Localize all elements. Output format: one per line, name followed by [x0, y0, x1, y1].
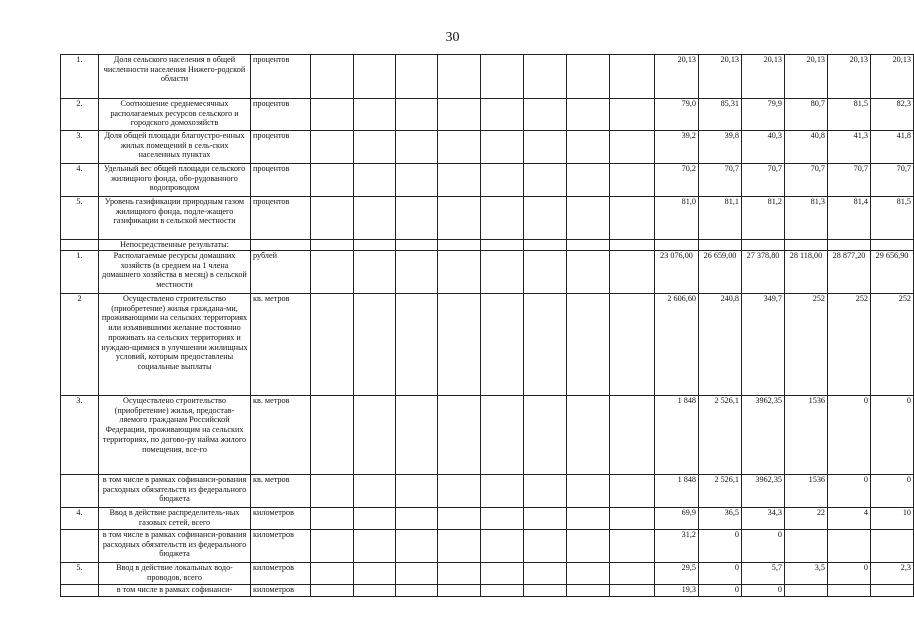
value-cell: 252: [828, 294, 871, 396]
empty-cell: [438, 197, 481, 240]
value-cell: 80,7: [785, 99, 828, 131]
value-cell: 1536: [785, 475, 828, 508]
value-cell: 29 656,90: [871, 251, 914, 294]
empty-cell: [610, 197, 655, 240]
value-cell: [785, 530, 828, 563]
empty-cell: [311, 99, 354, 131]
empty-cell: [481, 396, 524, 475]
indicator-name-cell: Соотношение среднемесячных располагаемых ресурсов сельского и городского домохозяйств: [99, 99, 251, 131]
empty-cell: [524, 475, 567, 508]
empty-cell: [567, 99, 610, 131]
empty-cell: [524, 240, 567, 251]
empty-cell: [610, 251, 655, 294]
value-cell: 3962,35: [742, 475, 785, 508]
empty-cell: [567, 475, 610, 508]
empty-cell: [354, 99, 396, 131]
value-cell: 81,1: [699, 197, 742, 240]
empty-cell: [354, 197, 396, 240]
row-number-cell: 5.: [61, 197, 99, 240]
value-cell: 20,13: [871, 55, 914, 99]
empty-cell: [610, 475, 655, 508]
empty-cell: [567, 563, 610, 585]
value-cell: 31,2: [655, 530, 699, 563]
empty-cell: [524, 197, 567, 240]
indicator-name-cell: Осуществлено строительство (приобретение) жилья, предостав-ляемого гражданам Российской Федерации, проживающим на сельских территориях, по догово-ру найма жилого помещения, все-го: [99, 396, 251, 475]
unit-cell: километров: [251, 563, 311, 585]
value-cell: 349,7: [742, 294, 785, 396]
value-cell: 22: [785, 508, 828, 530]
empty-cell: [438, 251, 481, 294]
indicator-name-cell: Ввод в действие локальных водо-проводов, всего: [99, 563, 251, 585]
page-number: 30: [445, 30, 460, 45]
indicator-table: [60, 54, 914, 597]
empty-cell: [610, 99, 655, 131]
row-number-cell: 4.: [61, 508, 99, 530]
table-row: [61, 508, 914, 530]
unit-cell: километров: [251, 508, 311, 530]
empty-cell: [610, 240, 655, 251]
value-cell: 20,13: [655, 55, 699, 99]
empty-cell: [481, 475, 524, 508]
table-row: [61, 240, 914, 251]
indicator-name-cell: в том числе в рамках софинанси-: [99, 585, 251, 597]
table-row: [61, 396, 914, 475]
empty-cell: [311, 131, 354, 164]
value-cell: 41,3: [828, 131, 871, 164]
empty-cell: [524, 164, 567, 197]
empty-cell: [438, 396, 481, 475]
value-cell: 1536: [785, 396, 828, 475]
empty-cell: [481, 197, 524, 240]
value-cell: 0: [828, 475, 871, 508]
table-row: [61, 475, 914, 508]
indicator-name-cell: Ввод в действие распределитель-ных газовых сетей, всего: [99, 508, 251, 530]
unit-cell: кв. метров: [251, 294, 311, 396]
empty-cell: [567, 396, 610, 475]
empty-cell: [567, 294, 610, 396]
value-cell: 40,3: [742, 131, 785, 164]
empty-cell: [354, 396, 396, 475]
table-row: [61, 530, 914, 563]
value-cell: 69,9: [655, 508, 699, 530]
empty-cell: [567, 240, 610, 251]
empty-cell: [311, 585, 354, 597]
value-cell: 81,5: [871, 197, 914, 240]
empty-cell: [354, 240, 396, 251]
value-cell: 82,3: [871, 99, 914, 131]
empty-cell: [438, 240, 481, 251]
empty-cell: [481, 99, 524, 131]
empty-cell: [396, 197, 438, 240]
empty-cell: [438, 294, 481, 396]
value-cell: 1 848: [655, 475, 699, 508]
value-cell: 81,0: [655, 197, 699, 240]
empty-cell: [438, 585, 481, 597]
empty-cell: [524, 396, 567, 475]
empty-cell: [610, 396, 655, 475]
empty-cell: [311, 240, 354, 251]
value-cell: [828, 530, 871, 563]
empty-cell: [438, 563, 481, 585]
value-cell: 2,3: [871, 563, 914, 585]
empty-cell: [311, 251, 354, 294]
value-cell: 0: [828, 563, 871, 585]
row-number-cell: [61, 240, 99, 251]
empty-cell: [311, 164, 354, 197]
empty-cell: [481, 164, 524, 197]
unit-cell: процентов: [251, 99, 311, 131]
empty-cell: [610, 131, 655, 164]
value-cell: 1 848: [655, 396, 699, 475]
unit-cell: километров: [251, 585, 311, 597]
value-cell: 20,13: [699, 55, 742, 99]
empty-cell: [354, 508, 396, 530]
empty-cell: [610, 294, 655, 396]
empty-cell: [438, 131, 481, 164]
empty-cell: [481, 530, 524, 563]
empty-cell: [396, 294, 438, 396]
value-cell: 0: [699, 530, 742, 563]
value-cell: [871, 585, 914, 597]
value-cell: 79,0: [655, 99, 699, 131]
empty-cell: [610, 55, 655, 99]
empty-cell: [567, 530, 610, 563]
unit-cell: [251, 240, 311, 251]
empty-cell: [524, 55, 567, 99]
indicator-name-cell: в том числе в рамках софинанси-рования расходных обязательств из федерального бюджета: [99, 530, 251, 563]
empty-cell: [438, 55, 481, 99]
empty-cell: [354, 585, 396, 597]
value-cell: 29,5: [655, 563, 699, 585]
unit-cell: процентов: [251, 197, 311, 240]
unit-cell: процентов: [251, 131, 311, 164]
empty-cell: [396, 585, 438, 597]
empty-cell: [567, 164, 610, 197]
row-number-cell: [61, 475, 99, 508]
value-cell: 20,13: [828, 55, 871, 99]
empty-cell: [567, 251, 610, 294]
empty-cell: [396, 475, 438, 508]
unit-cell: километров: [251, 530, 311, 563]
empty-cell: [610, 164, 655, 197]
indicator-name-cell: Уровень газификации природным газом жилищного фонда, подле-жащего газификации в сельской местности: [99, 197, 251, 240]
value-cell: 79,9: [742, 99, 785, 131]
empty-cell: [354, 131, 396, 164]
empty-cell: [524, 563, 567, 585]
empty-cell: [396, 131, 438, 164]
value-cell: 70,2: [655, 164, 699, 197]
empty-cell: [481, 508, 524, 530]
empty-cell: [610, 508, 655, 530]
value-cell: 5,7: [742, 563, 785, 585]
indicator-name-cell: Доля сельского населения в общей численности населения Нижего-родской области: [99, 55, 251, 99]
value-cell: 0: [742, 530, 785, 563]
value-cell: [785, 240, 828, 251]
empty-cell: [524, 99, 567, 131]
table-row: [61, 585, 914, 597]
value-cell: 28 118,00: [785, 251, 828, 294]
table-row: [61, 131, 914, 164]
value-cell: 70,7: [871, 164, 914, 197]
row-number-cell: 1.: [61, 251, 99, 294]
empty-cell: [567, 585, 610, 597]
empty-cell: [354, 251, 396, 294]
value-cell: [655, 240, 699, 251]
value-cell: 26 659,00: [699, 251, 742, 294]
value-cell: 0: [699, 585, 742, 597]
empty-cell: [524, 294, 567, 396]
value-cell: 10: [871, 508, 914, 530]
empty-cell: [481, 240, 524, 251]
value-cell: 2 526,1: [699, 475, 742, 508]
indicator-name-cell: Располагаемые ресурсы домашних хозяйств (в среднем на 1 члена домашнего хозяйства в месяц) в сельской местности: [99, 251, 251, 294]
empty-cell: [438, 508, 481, 530]
empty-cell: [524, 508, 567, 530]
empty-cell: [567, 131, 610, 164]
value-cell: [699, 240, 742, 251]
value-cell: 252: [785, 294, 828, 396]
empty-cell: [524, 530, 567, 563]
value-cell: 81,4: [828, 197, 871, 240]
value-cell: 81,3: [785, 197, 828, 240]
value-cell: 40,8: [785, 131, 828, 164]
empty-cell: [354, 530, 396, 563]
value-cell: 4: [828, 508, 871, 530]
empty-cell: [396, 396, 438, 475]
table-row: [61, 294, 914, 396]
value-cell: [828, 240, 871, 251]
empty-cell: [396, 99, 438, 131]
value-cell: 0: [828, 396, 871, 475]
table-row: [61, 563, 914, 585]
table-row: [61, 197, 914, 240]
value-cell: 3962,35: [742, 396, 785, 475]
empty-cell: [354, 55, 396, 99]
value-cell: 240,8: [699, 294, 742, 396]
empty-cell: [311, 563, 354, 585]
value-cell: 252: [871, 294, 914, 396]
value-cell: 27 378,80: [742, 251, 785, 294]
empty-cell: [610, 585, 655, 597]
value-cell: 41,8: [871, 131, 914, 164]
empty-cell: [481, 55, 524, 99]
row-number-cell: [61, 530, 99, 563]
indicator-name-cell: Удельный вес общей площади сельского жилищного фонда, обо-рудованного водопроводом: [99, 164, 251, 197]
empty-cell: [311, 55, 354, 99]
empty-cell: [610, 563, 655, 585]
empty-cell: [481, 585, 524, 597]
value-cell: 0: [871, 475, 914, 508]
empty-cell: [396, 164, 438, 197]
table-row: [61, 164, 914, 197]
value-cell: 3,5: [785, 563, 828, 585]
value-cell: 20,13: [785, 55, 828, 99]
row-number-cell: 2: [61, 294, 99, 396]
empty-cell: [438, 164, 481, 197]
empty-cell: [396, 530, 438, 563]
empty-cell: [438, 99, 481, 131]
empty-cell: [481, 251, 524, 294]
empty-cell: [354, 563, 396, 585]
empty-cell: [396, 563, 438, 585]
empty-cell: [567, 508, 610, 530]
empty-cell: [438, 530, 481, 563]
row-number-cell: 3.: [61, 131, 99, 164]
row-number-cell: 1.: [61, 55, 99, 99]
value-cell: 2 526,1: [699, 396, 742, 475]
indicator-name-cell: Доля общей площади благоустро-енных жилых помещений в сель-ских населенных пунктах: [99, 131, 251, 164]
value-cell: [742, 240, 785, 251]
empty-cell: [524, 251, 567, 294]
value-cell: 0: [742, 585, 785, 597]
value-cell: [871, 530, 914, 563]
row-number-cell: 3.: [61, 396, 99, 475]
value-cell: 0: [699, 563, 742, 585]
value-cell: 70,7: [828, 164, 871, 197]
value-cell: 23 076,00: [655, 251, 699, 294]
value-cell: 28 877,20: [828, 251, 871, 294]
value-cell: 2 606,60: [655, 294, 699, 396]
unit-cell: рублей: [251, 251, 311, 294]
empty-cell: [524, 131, 567, 164]
value-cell: [828, 585, 871, 597]
empty-cell: [354, 164, 396, 197]
empty-cell: [481, 131, 524, 164]
row-number-cell: 4.: [61, 164, 99, 197]
value-cell: 34,3: [742, 508, 785, 530]
empty-cell: [396, 508, 438, 530]
empty-cell: [396, 251, 438, 294]
unit-cell: процентов: [251, 55, 311, 99]
empty-cell: [567, 55, 610, 99]
table-row: [61, 251, 914, 294]
row-number-cell: 2.: [61, 99, 99, 131]
value-cell: 36,5: [699, 508, 742, 530]
empty-cell: [311, 294, 354, 396]
value-cell: 20,13: [742, 55, 785, 99]
empty-cell: [481, 563, 524, 585]
indicator-name-cell: Непосредственные результаты:: [99, 240, 251, 251]
value-cell: [871, 240, 914, 251]
empty-cell: [567, 197, 610, 240]
value-cell: 70,7: [785, 164, 828, 197]
empty-cell: [311, 396, 354, 475]
empty-cell: [396, 55, 438, 99]
value-cell: 81,2: [742, 197, 785, 240]
empty-cell: [438, 475, 481, 508]
empty-cell: [524, 585, 567, 597]
row-number-cell: [61, 585, 99, 597]
empty-cell: [354, 294, 396, 396]
value-cell: 70,7: [699, 164, 742, 197]
value-cell: 85,31: [699, 99, 742, 131]
value-cell: 19,3: [655, 585, 699, 597]
empty-cell: [311, 508, 354, 530]
empty-cell: [610, 530, 655, 563]
table-row: [61, 55, 914, 99]
value-cell: 0: [871, 396, 914, 475]
empty-cell: [354, 475, 396, 508]
indicator-name-cell: Осуществлено строительство (приобретение) жилья граждана-ми, проживающими на сельских территориях или изъявившими желание постоянно проживать на сельских территориях и нуждаю-щимися в улучшении жилищных условий, которым предоставлены социальные выплаты: [99, 294, 251, 396]
empty-cell: [311, 530, 354, 563]
unit-cell: кв. метров: [251, 396, 311, 475]
indicator-name-cell: в том числе в рамках софинанси-рования расходных обязательств из федерального бюджета: [99, 475, 251, 508]
empty-cell: [311, 475, 354, 508]
row-number-cell: 5.: [61, 563, 99, 585]
empty-cell: [311, 197, 354, 240]
value-cell: 70,7: [742, 164, 785, 197]
empty-cell: [396, 240, 438, 251]
unit-cell: кв. метров: [251, 475, 311, 508]
value-cell: 39,2: [655, 131, 699, 164]
value-cell: 39,8: [699, 131, 742, 164]
unit-cell: процентов: [251, 164, 311, 197]
empty-cell: [481, 294, 524, 396]
value-cell: 81,5: [828, 99, 871, 131]
table-row: [61, 99, 914, 131]
value-cell: [785, 585, 828, 597]
